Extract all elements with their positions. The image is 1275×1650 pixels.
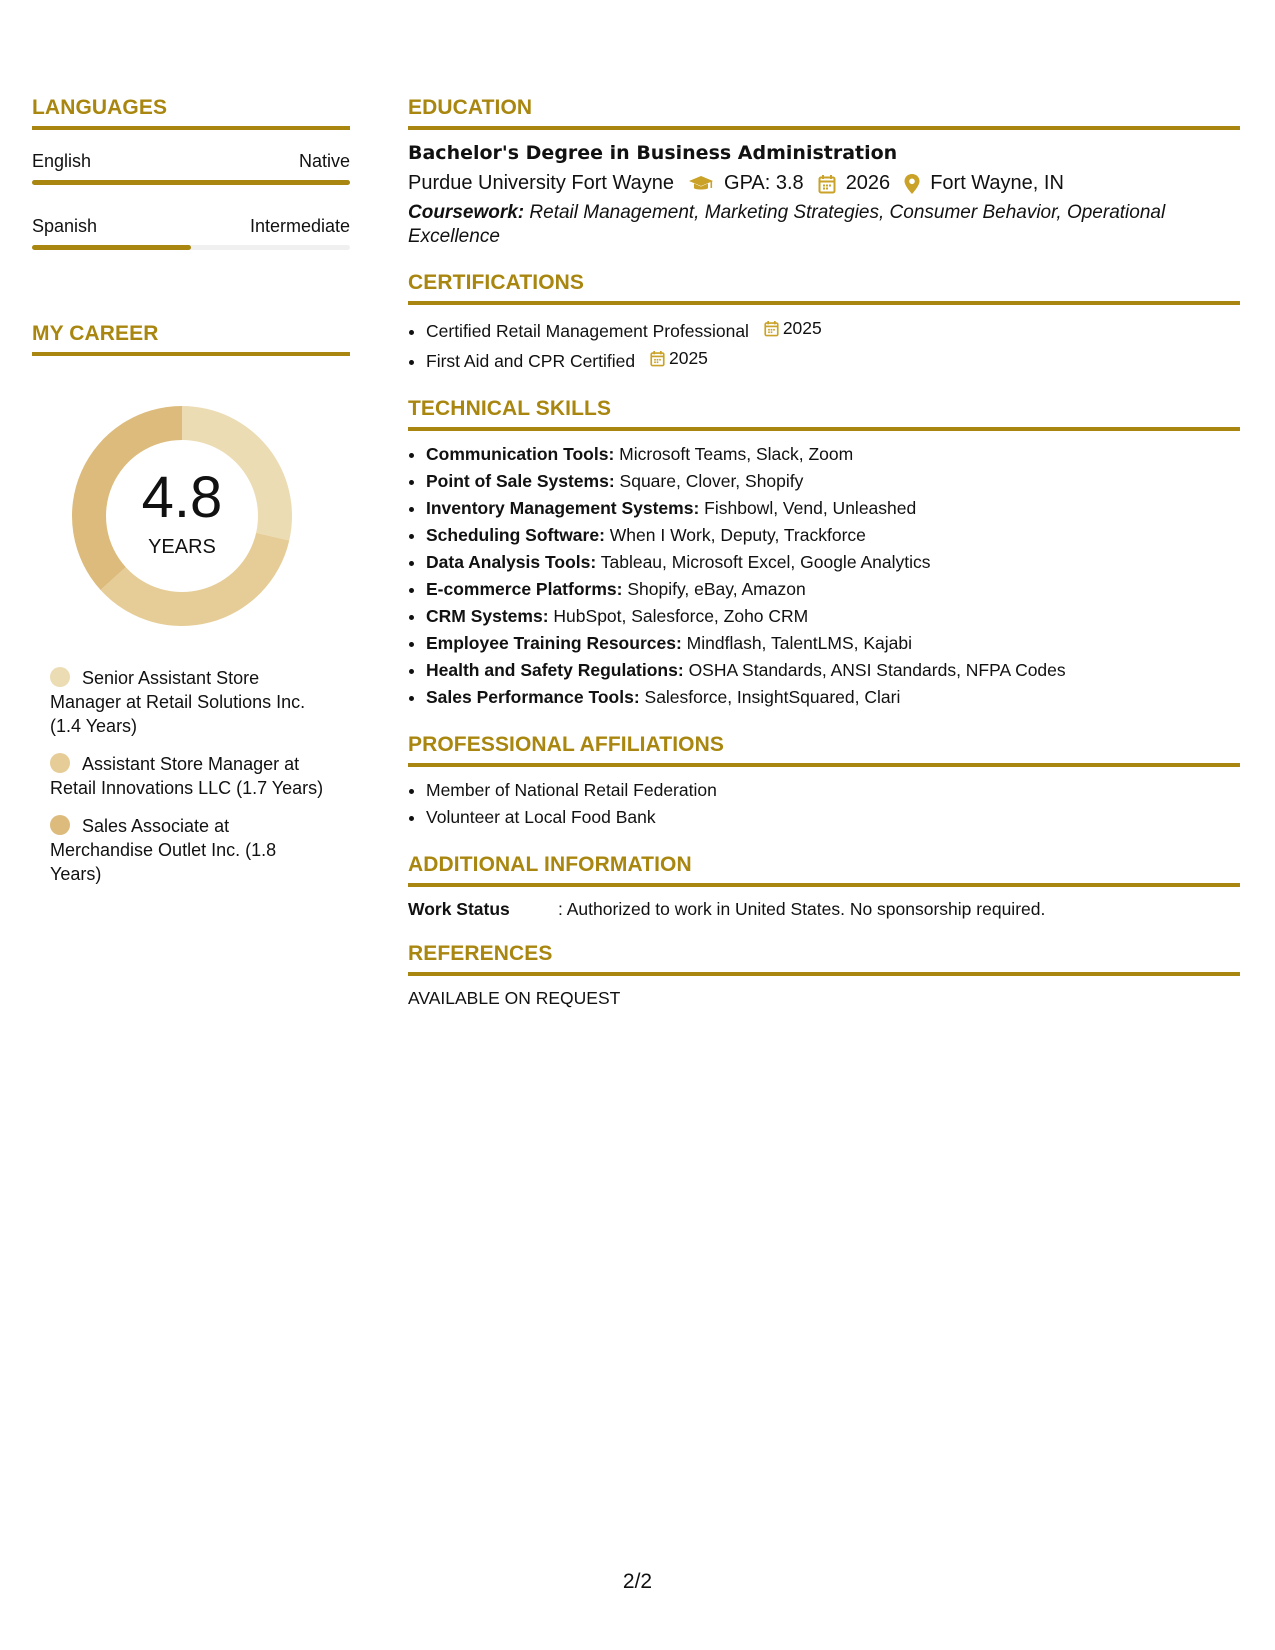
education-degree: Bachelor's Degree in Business Administration — [408, 142, 898, 164]
certification-name: Certified Retail Management Professional — [426, 321, 749, 341]
education-gpa: GPA: 3.8 — [724, 172, 804, 194]
language-level: Intermediate — [249, 216, 350, 236]
career-legend-item — [50, 666, 330, 738]
career-legend-item — [50, 814, 330, 886]
skill-item — [426, 441, 1240, 468]
skill-values: HubSpot, Salesforce, Zoho CRM — [553, 606, 809, 626]
skills-title: TECHNICAL SKILLS — [408, 397, 1240, 431]
language-proficiency-fill — [32, 180, 350, 185]
language-proficiency-fill — [32, 245, 191, 250]
skill-values: Fishbowl, Vend, Unleashed — [704, 498, 917, 518]
skill-category: Health and Safety Regulations: — [426, 660, 684, 680]
languages-title: LANGUAGES — [32, 96, 350, 130]
education-title: EDUCATION — [408, 96, 1240, 130]
skill-category: Communication Tools: — [426, 444, 615, 464]
skill-category: Inventory Management Systems: — [426, 498, 700, 518]
skill-item — [426, 549, 1240, 576]
skill-category: Point of Sale Systems: — [426, 471, 615, 491]
career-role-label: Senior Assistant Store Manager at Retail Solutions Inc. (1.4 Years) — [50, 668, 306, 736]
language-level: Native — [298, 151, 350, 171]
affiliation-item: • Volunteer at Local Food Bank — [426, 804, 1240, 831]
certification-name: First Aid and CPR Certified — [426, 351, 636, 371]
certification-year: 2025 — [782, 318, 822, 338]
references-text: AVAILABLE ON REQUEST — [408, 988, 621, 1008]
calendar-icon — [764, 320, 779, 337]
skills-list — [408, 441, 1240, 711]
graduation-cap-icon — [688, 175, 714, 193]
skill-item — [426, 576, 1240, 603]
skill-category: E-commerce Platforms: — [426, 579, 623, 599]
language-proficiency-bar — [32, 180, 350, 185]
references-section — [408, 942, 1240, 1009]
education-location: Fort Wayne, IN — [930, 172, 1064, 194]
skill-category: Scheduling Software: — [426, 525, 605, 545]
calendar-icon — [650, 350, 665, 367]
skill-item — [426, 468, 1240, 495]
certifications-section — [408, 271, 1240, 375]
skill-item — [426, 495, 1240, 522]
skill-item — [426, 630, 1240, 657]
skill-category: Employee Training Resources: — [426, 633, 682, 653]
skills-section — [408, 397, 1240, 711]
skill-values: Mindflash, TalentLMS, Kajabi — [686, 633, 913, 653]
affiliation-item: • Member of National Retail Federation — [426, 777, 1240, 804]
career-total-years: 4.8 — [141, 465, 223, 530]
education-year: 2026 — [845, 172, 891, 194]
additional-title: ADDITIONAL INFORMATION — [408, 853, 1240, 887]
language-name: Spanish — [32, 216, 98, 236]
location-pin-icon — [904, 174, 920, 194]
skill-values: Shopify, eBay, Amazon — [627, 579, 806, 599]
affiliations-section — [408, 733, 1240, 831]
skill-item — [426, 603, 1240, 630]
legend-dot-icon — [50, 667, 70, 687]
skill-item — [426, 684, 1240, 711]
language-proficiency-bar — [32, 245, 350, 250]
affiliations-title: PROFESSIONAL AFFILIATIONS — [408, 733, 1240, 767]
certification-year: 2025 — [668, 348, 708, 368]
certification-item — [426, 315, 1240, 345]
references-title: REFERENCES — [408, 942, 1240, 976]
skill-values: Microsoft Teams, Slack, Zoom — [619, 444, 854, 464]
legend-dot-icon — [50, 815, 70, 835]
work-status-row — [408, 899, 1240, 920]
work-status-value: : Authorized to work in United States. No sponsorship required. — [558, 899, 1046, 919]
skill-values: OSHA Standards, ANSI Standards, NFPA Codes — [688, 660, 1066, 680]
skill-category: Sales Performance Tools: — [426, 687, 640, 707]
additional-section — [408, 853, 1240, 920]
skill-values: Tableau, Microsoft Excel, Google Analytics — [600, 552, 931, 572]
right-column — [408, 96, 1240, 1009]
career-donut-chart — [62, 396, 302, 636]
language-name: English — [32, 151, 92, 171]
skill-values: Salesforce, InsightSquared, Clari — [644, 687, 901, 707]
career-total-unit: YEARS — [148, 536, 216, 558]
career-legend-item — [50, 752, 330, 800]
education-meta — [408, 172, 1240, 195]
skill-category: Data Analysis Tools: — [426, 552, 597, 572]
career-role-label: Sales Associate at Merchandise Outlet Inc. (1.8 Years) — [50, 816, 277, 884]
coursework-label: Coursework: — [408, 202, 525, 223]
career-legend — [50, 666, 330, 886]
page-number: 2/2 — [622, 1570, 653, 1593]
education-school: Purdue University Fort Wayne — [408, 172, 675, 194]
career-title: MY CAREER — [32, 322, 350, 356]
certification-item — [426, 345, 1240, 375]
skill-values: Square, Clover, Shopify — [619, 471, 804, 491]
skill-item — [426, 522, 1240, 549]
language-item — [32, 215, 350, 250]
left-column — [32, 96, 350, 900]
legend-dot-icon — [50, 753, 70, 773]
education-coursework — [408, 201, 1240, 249]
skill-category: CRM Systems: — [426, 606, 549, 626]
language-item — [32, 150, 350, 185]
certifications-title: CERTIFICATIONS — [408, 271, 1240, 305]
skill-item — [426, 657, 1240, 684]
career-role-label: Assistant Store Manager at Retail Innovations LLC (1.7 Years) — [50, 754, 324, 798]
skill-values: When I Work, Deputy, Trackforce — [609, 525, 866, 545]
work-status-label: Work Status — [408, 899, 510, 919]
coursework-list: Retail Management, Marketing Strategies, Consumer Behavior, Operational Excellence — [408, 202, 1166, 247]
calendar-icon — [818, 174, 836, 194]
